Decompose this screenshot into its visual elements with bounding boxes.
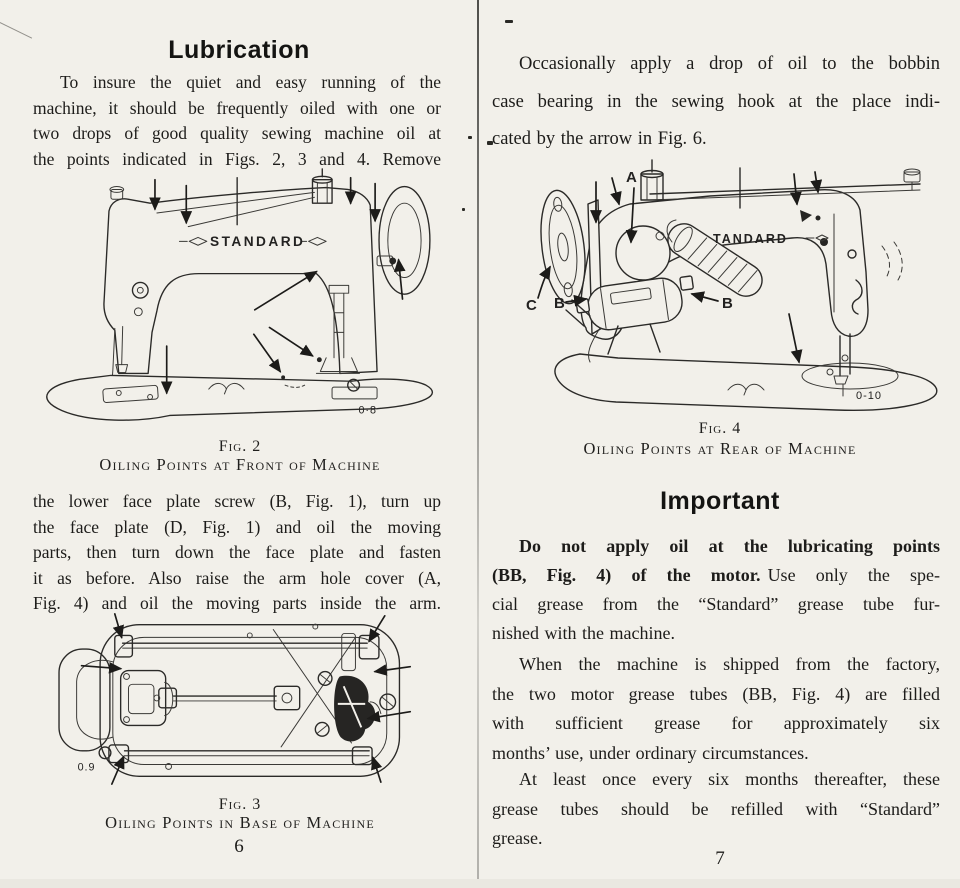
text-line: nished with the machine. [492, 623, 675, 643]
text-line: the face plate (D, Fig. 1) and oil the moving [33, 516, 441, 537]
fig4-machine-lineart [526, 160, 937, 410]
text-line: it as before. Also raise the arm hole cover (A, [33, 567, 441, 588]
fig4-sewing-machine-rear-illustration [500, 152, 950, 420]
scan-bottom-edge [0, 879, 960, 888]
text-line [492, 561, 940, 590]
fig4-caption-subtitle: Oiling Points at Rear of Machine [583, 439, 857, 458]
fig4-label-b-right: B [722, 295, 733, 312]
paragraph-bobbin-oiling [492, 46, 940, 159]
fig4-brand-text: TANDARD [713, 232, 788, 246]
text-line: two drops of good quality sewing machine oil at [33, 123, 441, 143]
fig2-part-code: 0·8 [358, 404, 377, 417]
text-line: grease. [492, 828, 543, 848]
paragraph-refill-grease [492, 765, 940, 854]
heading-lubrication: Lubrication [168, 36, 310, 64]
text-line: the two motor grease tubes (BB, Fig. 4) are filled [492, 683, 940, 704]
paragraph-faceplate-oiling [33, 489, 441, 617]
fig4-caption-title: Fig. 4 [698, 420, 742, 437]
text-line: the points indicated in Figs. 2, 3 and 4. Remove [33, 148, 441, 169]
text-line: grease tubes should be refilled with “Standard” [492, 798, 940, 819]
text-line: months’ use, under ordinary circumstances. [492, 742, 809, 763]
text-line: cial grease from the “Standard” grease tube fur- [492, 594, 940, 614]
text-run: Use only the spe- [767, 565, 940, 585]
fig2-brand-text: STANDARD [210, 234, 306, 250]
fig4-part-code: 0-10 [856, 390, 883, 402]
text-line: When the machine is shipped from the factory, [519, 654, 940, 674]
fig4-label-a: A [626, 169, 637, 186]
text-line: Fig. 4) and oil the moving parts inside the arm. [33, 593, 441, 613]
paragraph-factory-grease [492, 650, 940, 768]
fig3-caption-title: Fig. 3 [218, 796, 262, 813]
page-number-left: 6 [234, 836, 244, 857]
text-line: machine, it should be frequently oiled with one or [33, 97, 441, 118]
fig4-label-c: C [526, 297, 537, 314]
text-line: To insure the quiet and easy running of the [60, 72, 441, 92]
text-line: parts, then turn down the face plate and fasten [33, 542, 441, 562]
text-line: Do not apply oil at the lubricating points [519, 536, 940, 556]
fig2-caption-title: Fig. 2 [218, 438, 262, 455]
fig3-caption-subtitle: Oiling Points in Base of Machine [105, 813, 375, 832]
paragraph-motor-grease-warning [492, 532, 940, 648]
fig4-label-b-left: B [554, 295, 565, 312]
text-line: the lower face plate screw (B, Fig. 1), turn up [33, 491, 441, 511]
page-number-right: 7 [715, 848, 725, 869]
page-right [480, 0, 960, 888]
text-line: At least once every six months thereafter, these [519, 769, 940, 789]
text-line: cated by the arrow in Fig. 6. [492, 129, 707, 149]
paragraph-lubrication-intro [33, 70, 441, 172]
page-left [0, 0, 478, 888]
fig3-part-code: 0.9 [77, 761, 96, 774]
fig3-machine-base-illustration [22, 608, 458, 788]
fig2-sewing-machine-front-illustration [28, 166, 460, 438]
fig2-caption-subtitle: Oiling Points at Front of Machine [99, 455, 381, 474]
bold-text-run: (BB, Fig. 4) of the motor. [492, 565, 761, 585]
heading-important: Important [660, 487, 780, 515]
fig2-machine-lineart [47, 169, 433, 420]
fig3-base-lineart [59, 614, 410, 784]
text-line: case bearing in the sewing hook at the place indi- [492, 91, 940, 112]
text-line: Occasionally apply a drop of oil to the bobbin [519, 54, 940, 74]
text-line: with sufficient grease for approximately six [492, 713, 940, 733]
